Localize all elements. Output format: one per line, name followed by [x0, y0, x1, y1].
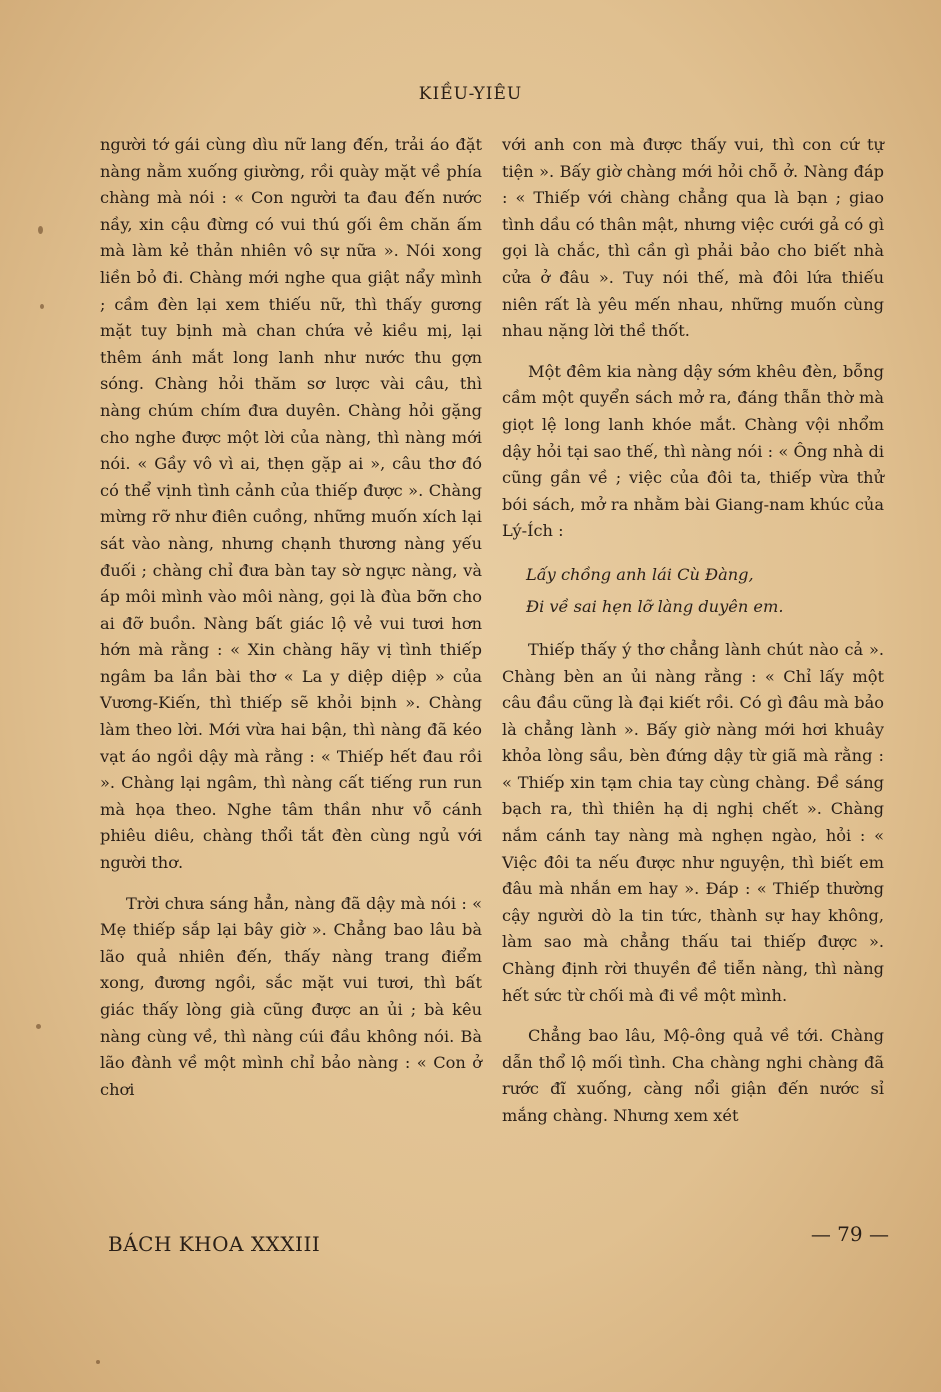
body-paragraph: Chẳng bao lâu, Mộ-ông quả về tới. Chàng dẫn thổ lộ mối tình. Cha chàng nghi chàng đã rước đĩ xuống, càng nổi giận đến nước sỉ mắng chàng. Nhưng xem xét — [502, 1026, 884, 1125]
left-column — [100, 132, 482, 1103]
verse-block — [502, 559, 884, 623]
ink-spot — [40, 304, 44, 309]
verse-line: Lấy chồng anh lái Cù Đàng, — [526, 564, 754, 584]
running-title: KIỀU-YIÊU — [418, 84, 523, 104]
body-paragraph: Trời chưa sáng hẳn, nàng đã dậy mà nói : « Mẹ thiếp sắp lại bây giờ ». Chẳng bao lâu bà lão quả nhiên đến, thấy nàng trang điểm xong, đương ngồi, sắc mặt vui tươi, thì bất giác thấy lòng già cũng được an ủi ; bà kêu nàng cùng về, thì nàng cúi đầu không nói. Bà lão đành về một mình chỉ bảo nàng : « Con ở chơi — [100, 893, 482, 1099]
ink-spot — [36, 1024, 41, 1029]
publication-title: BÁCH KHOA XXXIII — [108, 1232, 321, 1256]
right-column — [502, 132, 884, 1130]
body-paragraph: với anh con mà được thấy vui, thì con cứ tự tiện ». Bấy giờ chàng mới hỏi chỗ ở. Nàng đáp : « Thiếp với chàng chẳng qua là bạn ; giao tình dầu có thân mật, nhưng việc cưới gả có gì gọi là chắc, thì cần gì phải bảo cho biết nhà cửa ở đâu ». Tuy nói thế, mà đôi lứa thiếu niên rất là yêu mến nhau, những muốn cùng nhau nặng lời thề thốt. — [502, 135, 884, 341]
ink-spot — [38, 226, 43, 234]
body-paragraph: người tớ gái cùng dìu nữ lang đến, trải áo đặt nàng nằm xuống giường, rồi quày mặt về phía chàng mà nói : « Con người ta đau đến nước nầy, xin cậu đừng có vui thú gối êm chăn ấm mà làm kẻ thản nhiên vô sự nữa ». Nói xong liền bỏ đi. Chàng mới nghe qua giật nẩy mình ; cầm đèn lại xem thiếu nữ, thì thấy gương mặt tuy bịnh mà chan chứa vẻ kiều mị, lại thêm ánh mắt long lanh như nước thu gợn sóng. Chàng hỏi thăm sơ lược vài câu, thì nàng chúm chím đưa duyên. Chàng hỏi gặng cho nghe được một lời của nàng, thì nàng mới nói. « Gầy vô vì ai, thẹn gặp ai », câu thơ đó có thể vịnh tình cảnh của thiếp được ». Chàng mừng rỡ như điên cuồng, những muốn xích lại sát vào nàng, nhưng chạnh thương nàng yếu đuối ; chàng chỉ đưa bàn tay sờ ngực nàng, và áp môi mình vào môi nàng, gọi là đùa bỡn cho ai đỡ buồn. Nàng bất giác lộ vẻ vui tươi hơn hớn mà rằng : « Xin chàng hãy vị tình thiếp ngâm ba lần bài thơ « La y diệp diệp » của Vương-Kiến, thì thiếp sẽ khỏi bịnh ». Chàng làm theo lời. Mới vừa hai bận, thì nàng đã kéo vạt áo ngồi dậy mà rằng : « Thiếp hết đau rồi ». Chàng lại ngâm, thì nàng cất tiếng run run mà họa theo. Nghe tâm thần như vỗ cánh phiêu diêu, chàng thổi tắt đèn cùng ngủ với người thơ. — [100, 135, 482, 873]
body-paragraph: Một đêm kia nàng dậy sớm khêu đèn, bỗng cầm một quyển sách mở ra, đáng thẫn thờ mà giọt lệ long lanh khóe mắt. Chàng vội nhổm dậy hỏi tại sao thế, thì nàng nói : « Ông nhà di cũng gần về ; việc của đôi ta, thiếp vừa thử bói sách, mở ra nhằm bài Giang-nam khúc của Lý-Ích : — [502, 361, 884, 541]
page-number: — 79 — — [810, 1222, 889, 1246]
verse-line: Đi về sai hẹn lỡ làng duyên em. — [526, 596, 784, 616]
ink-spot — [96, 1360, 100, 1364]
body-paragraph: Thiếp thấy ý thơ chẳng lành chút nào cả ». Chàng bèn an ủi nàng rằng : « Chỉ lấy một câu đầu cũng là đại kiết rồi. Có gì đâu mà bảo là chẳng lành ». Bấy giờ nàng mới hơi khuây khỏa lòng sầu, bèn đứng dậy từ giã mà rằng : « Thiếp xin tạm chia tay cùng chàng. Đề sáng bạch ra, thì thiên hạ dị nghị chết ». Chàng nắm cánh tay nàng mà nghẹn ngào, hỏi : « Việc đôi ta nếu được như nguyện, thì biết em đâu mà nhắn em hay ». Đáp : « Thiếp thường cậy người dò la tin tức, thành sự hay không, làm sao mà chẳng thấu tai thiếp được ». Chàng định rời thuyền đề tiễn nàng, thì nàng hết sức từ chối mà đi về một mình. — [502, 639, 884, 1005]
